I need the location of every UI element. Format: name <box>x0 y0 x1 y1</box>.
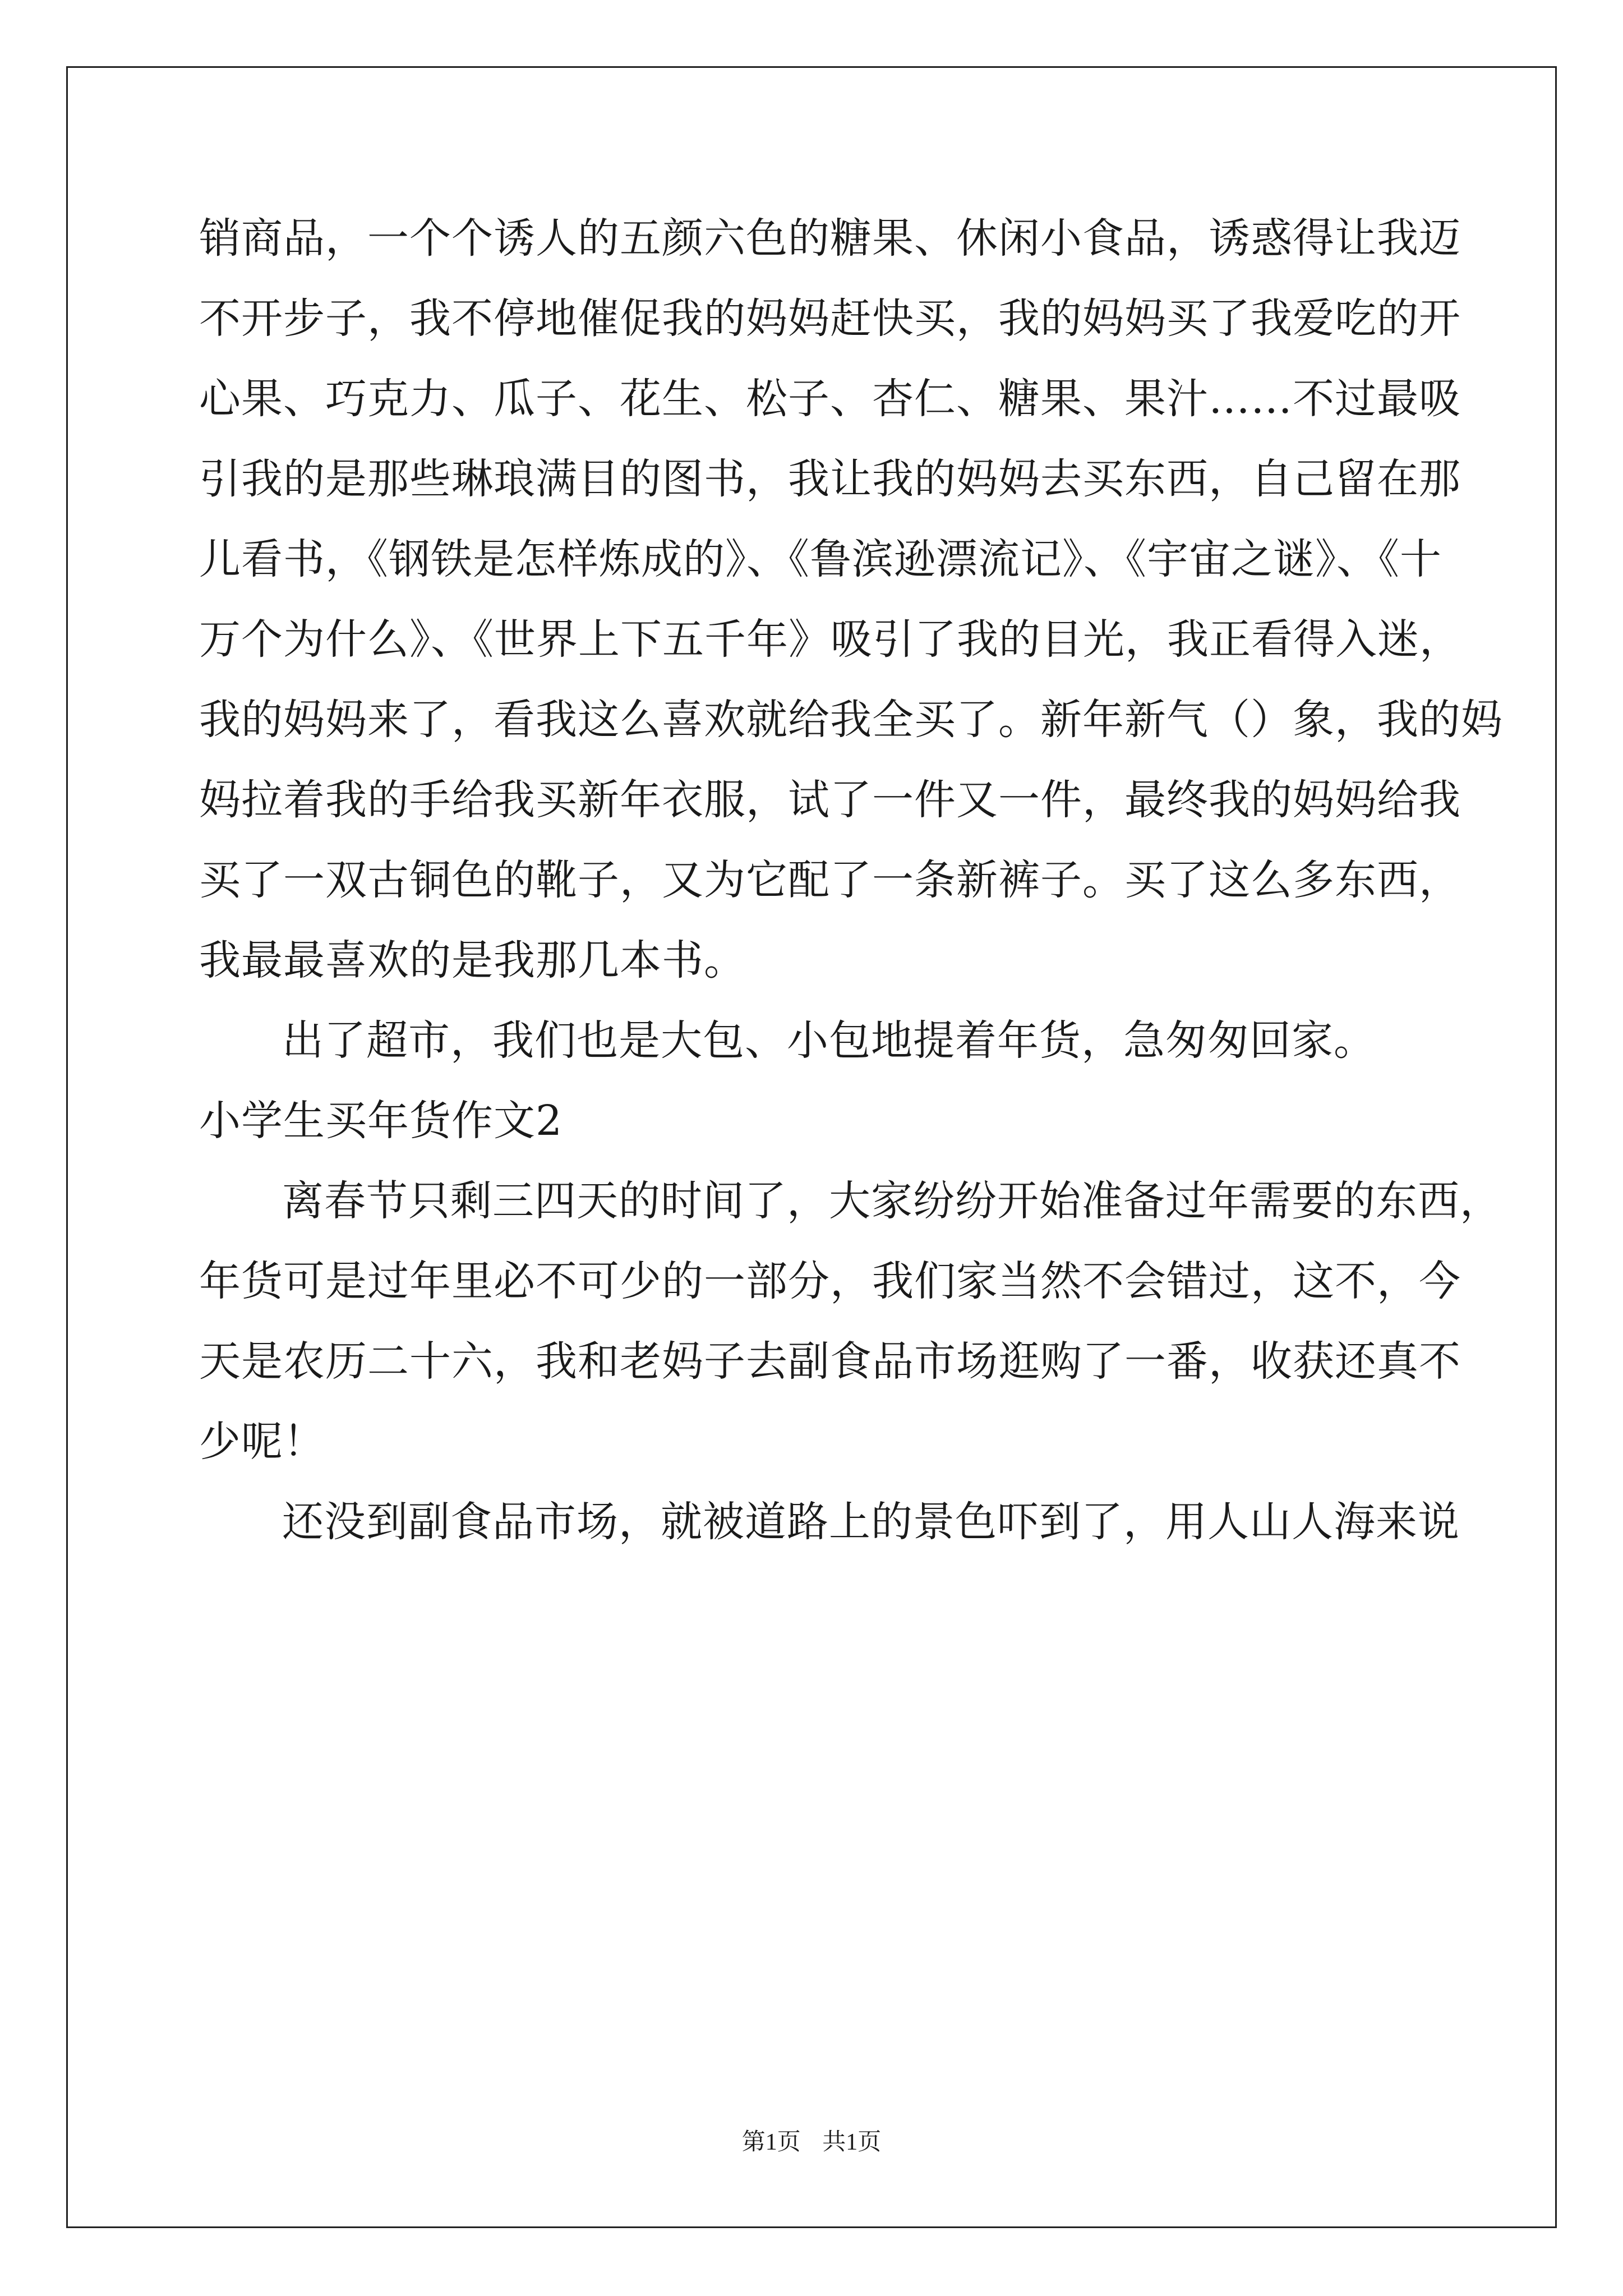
paragraph-line: 买了一双古铜色的靴子，又为它配了一条新裤子。买了这么多东西， <box>199 856 1461 904</box>
paragraph-line: 引我的是那些琳琅满目的图书，我让我的妈妈去买东西，自己留在那 <box>199 455 1461 503</box>
page-number: 第1页 <box>741 2129 801 2155</box>
page-total: 共1页 <box>822 2129 882 2155</box>
page-footer <box>0 2131 1623 2154</box>
paragraph-line: 我的妈妈来了，看我这么喜欢就给我全买了。新年新气（）象，我的妈 <box>199 696 1503 744</box>
paragraph-line: 我最最喜欢的是我那几本书。 <box>199 936 746 984</box>
paragraph-line: 心果、巧克力、瓜子、花生、松子、杏仁、糖果、果汁……不过最吸 <box>199 375 1461 423</box>
paragraph-line: 天是农历二十六，我和老妈子去副食品市场逛购了一番，收获还真不 <box>199 1337 1461 1386</box>
paragraph-line: 不开步子，我不停地催促我的妈妈赶快买，我的妈妈买了我爱吃的开 <box>199 295 1461 343</box>
paragraph-line: 少呢！ <box>199 1418 325 1466</box>
paragraph-line: 年货可是过年里必不可少的一部分，我们家当然不会错过，这不，今 <box>199 1257 1461 1305</box>
paragraph-line: 还没到副食品市场，就被道路上的景色吓到了，用人山人海来说 <box>282 1498 1460 1546</box>
paragraph-line: 万个为什么》、《世界上下五千年》吸引了我的目光，我正看得入迷， <box>199 615 1461 664</box>
paragraph-line: 出了超市，我们也是大包、小包地提着年货，急匆匆回家。 <box>282 1016 1376 1065</box>
paragraph-line: 妈拉着我的手给我买新年衣服，试了一件又一件，最终我的妈妈给我 <box>199 776 1461 824</box>
paragraph-line: 儿看书，《钢铁是怎样炼成的》、《鲁滨逊漂流记》、《宇宙之谜》、《十 <box>199 535 1442 583</box>
paragraph-line: 销商品，一个个诱人的五颜六色的糖果、休闲小食品，诱惑得让我迈 <box>199 214 1461 263</box>
paragraph-line: 离春节只剩三四天的时间了，大家纷纷开始准备过年需要的东西， <box>282 1177 1502 1225</box>
section-heading: 小学生买年货作文2 <box>199 1097 563 1145</box>
